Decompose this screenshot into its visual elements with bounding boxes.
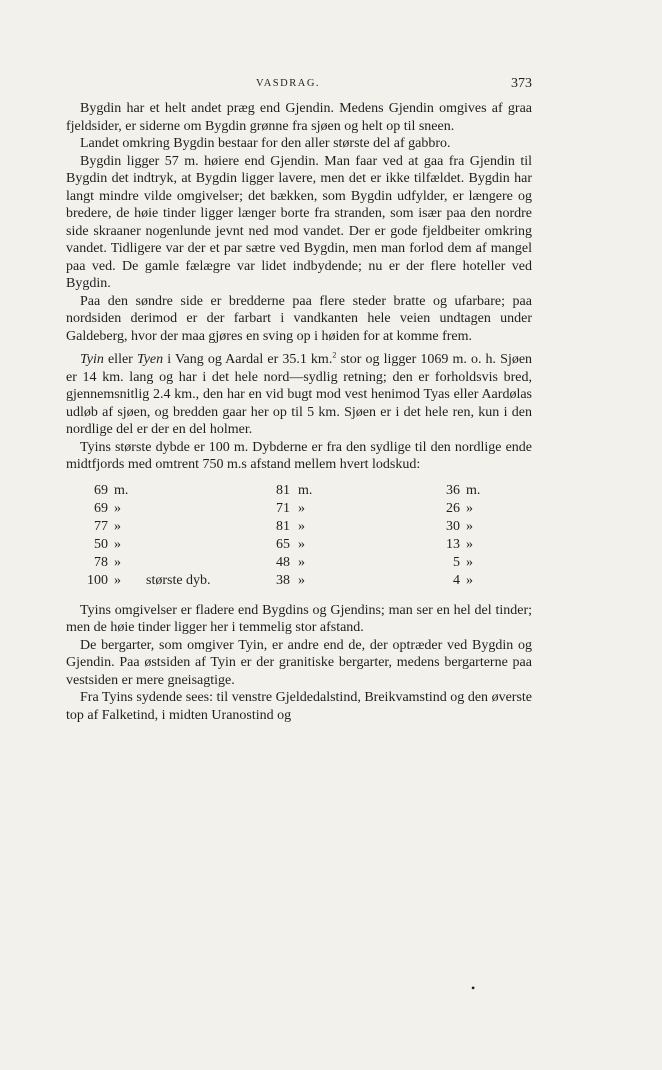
- depth-unit: »: [114, 518, 121, 534]
- depth-unit: m.: [466, 482, 481, 498]
- table-row: [66, 501, 532, 519]
- page-body: [66, 78, 532, 724]
- table-row: [66, 573, 532, 591]
- depth-value: 71: [276, 500, 290, 516]
- depth-value: 50: [94, 536, 108, 552]
- depth-value: 5: [453, 554, 460, 570]
- depth-value: 13: [446, 536, 460, 552]
- table-row: [66, 519, 532, 537]
- page-number: 373: [511, 76, 532, 91]
- depth-value: 81: [276, 518, 290, 534]
- table-row: [66, 537, 532, 555]
- depth-unit: »: [298, 572, 305, 588]
- depth-unit: »: [114, 572, 121, 588]
- page-title: VASDRAG.: [256, 78, 321, 89]
- depth-value: 26: [446, 500, 460, 516]
- paragraph-bygdin-3: Bygdin ligger 57 m. høiere end Gjendin. Man faar ved at gaa fra Gjendin til Bygdin det indtryk, at Bygdin ligger lavere, men det er ikke tilfældet. Bygdin har langt mindre vilde omgivelser; det bækken, som Bygdin udfylder, er længere og bredere, de høie tinder ligger længer borte fra stranden, som især paa den nordre side skraaner nogenlunde jevnt ned mod vandet. Der er gode fjeldbeiter omkring vandet. Tidligere var der et par sætre ved Bygdin, men man forlod dem af mangel paa ved. De gamle fælægre var lidet indbydende; nu er der flere hoteller ved Bygdin.: [66, 153, 532, 291]
- depth-unit: »: [466, 554, 473, 570]
- depth-value: 30: [446, 518, 460, 534]
- paragraph-bygdin-2: Landet omkring Bygdin bestaar for den aller største del af gabbro.: [80, 136, 451, 151]
- depth-unit: »: [466, 536, 473, 552]
- depth-value: 78: [94, 554, 108, 570]
- depth-unit: »: [466, 518, 473, 534]
- paragraph-closing-2: De bergarter, som omgiver Tyin, er andre end de, der optræder ved Bygdin og Gjendin. Paa østsiden af Tyin er der granitiske bergarter, medens bergarterne paa vestsiden er mere gneisagtige.: [66, 637, 532, 688]
- footer-mark: •: [471, 981, 476, 995]
- depth-value: 69: [94, 482, 108, 498]
- depth-value: 4: [453, 572, 460, 588]
- depth-unit: »: [298, 500, 305, 516]
- depth-unit: »: [298, 554, 305, 570]
- depth-value: 100: [87, 572, 108, 588]
- depth-unit: m.: [298, 482, 313, 498]
- paragraph-closing-1: Tyins omgivelser er fladere end Bygdins og Gjendins; man ser en hel del tinder; men de høie tinder ligger her i temmelig stor afstand.: [66, 602, 532, 635]
- depth-unit: »: [114, 500, 121, 516]
- depth-unit: »: [114, 536, 121, 552]
- paragraph-tyin-depth: Tyins største dybde er 100 m. Dybderne er fra den sydlige til den nordlige ende midtfjords med omtrent 750 m.s afstand mellem hvert lodskud:: [66, 439, 532, 472]
- tyin-intro-rest: stor og ligger 1069 m. o. h. Sjøen er 14 km. lang og har i det hele nord—sydlig retning; den er forholdsvis bred, gjennemsnitlig 2.4 km., den har en vid bugt mod vest henimod Tyas eller Aardølas udløb af sjøen, og bredden gaar her op til 5 km. Sjøen er i det hele ren, kun i den nordlige del er der en del holmer.: [66, 352, 533, 437]
- depth-table: [66, 483, 532, 591]
- tyin-intro-word: eller: [107, 352, 133, 367]
- depth-value: 36: [446, 482, 460, 498]
- paragraph-closing-3: Fra Tyins sydende sees: til venstre Gjeldedalstind, Breikvamstind og den øverste top af Falketind, i midten Uranostind og: [66, 690, 532, 723]
- paragraph-bygdin-4: Paa den søndre side er bredderne paa flere steder bratte og ufarbare; paa nordsiden derimod er der farbart i vandkanten hele veien undtagen under Galdeberg, hvor der maa gjøres en sving op i høiden for at komme frem.: [66, 293, 532, 344]
- depth-unit: »: [466, 572, 473, 588]
- depth-unit: m.: [114, 482, 129, 498]
- running-header: [66, 78, 532, 100]
- paragraph-tyin-intro: [66, 351, 532, 439]
- depth-value: 48: [276, 554, 290, 570]
- depth-unit: »: [114, 554, 121, 570]
- depth-value: 38: [276, 572, 290, 588]
- superscript-2: 2: [332, 350, 337, 360]
- depth-value: 77: [94, 518, 108, 534]
- tyin-intro-middle: i Vang og Aardal er 35.1 km.: [167, 352, 333, 367]
- depth-value: 81: [276, 482, 290, 498]
- depth-unit: »: [298, 518, 305, 534]
- tyin-alt-name: Tyen: [136, 352, 164, 367]
- depth-value: 65: [276, 536, 290, 552]
- depth-value: 69: [94, 500, 108, 516]
- depth-unit: »: [466, 500, 473, 516]
- depth-note: største dyb.: [146, 572, 211, 588]
- depth-unit: »: [298, 536, 305, 552]
- paragraph-bygdin-1: Bygdin har et helt andet præg end Gjendin. Medens Gjendin omgives af graa fjeldsider, er siderne om Bygdin grønne fra sjøen og helt op til sneen.: [66, 101, 532, 134]
- tyin-name: Tyin: [80, 352, 104, 367]
- table-row: [66, 483, 532, 501]
- table-row: [66, 555, 532, 573]
